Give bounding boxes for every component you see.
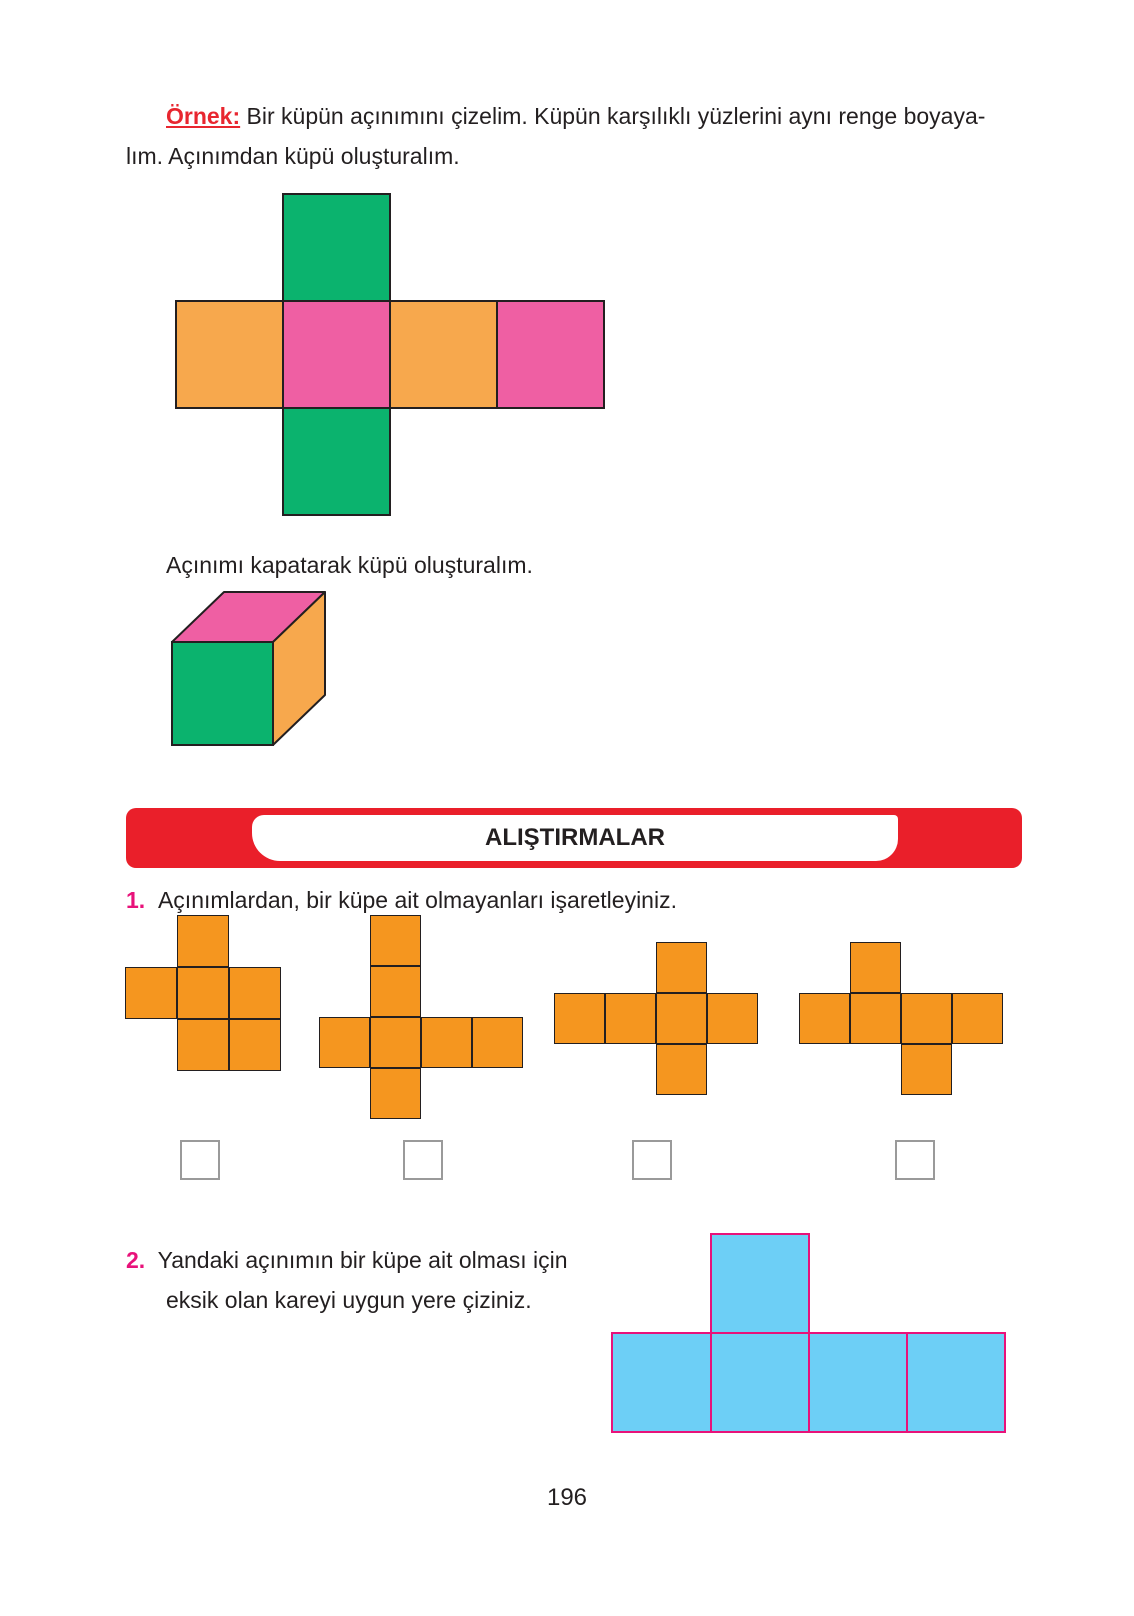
net-square	[850, 993, 901, 1044]
answer-checkbox-3[interactable]	[632, 1140, 672, 1180]
net-square	[707, 993, 758, 1044]
example-line-1	[126, 96, 1016, 136]
net-square	[177, 1019, 229, 1071]
net-square	[125, 967, 177, 1019]
net-square	[605, 993, 656, 1044]
question-2-number: 2.	[126, 1247, 146, 1273]
blue-net-square	[710, 1233, 810, 1334]
net-square	[319, 1017, 370, 1068]
net-square	[472, 1017, 523, 1068]
net-square	[370, 1017, 421, 1068]
question-1	[126, 880, 677, 920]
page-number: 196	[546, 1484, 588, 1511]
net-face-right-orange	[389, 300, 498, 409]
question-2	[126, 1240, 596, 1320]
net-caption: Açınımı kapatarak küpü oluşturalım.	[166, 552, 533, 578]
net-face-top-green	[282, 193, 391, 302]
net-square	[656, 1044, 707, 1095]
question-2-line-2: eksik olan kareyi uygun yere çiziniz.	[166, 1287, 532, 1313]
net-square	[850, 942, 901, 993]
folded-cube	[160, 585, 340, 755]
net-face-bottom-green	[282, 407, 391, 516]
net-face-left-orange	[175, 300, 284, 409]
net-square	[901, 993, 952, 1044]
question-2-text-1: Yandaki açınımın bir küpe ait olması için	[157, 1247, 568, 1273]
net-square	[901, 1044, 952, 1095]
net-square	[656, 993, 707, 1044]
net-square	[177, 915, 229, 967]
blue-net-square	[611, 1332, 712, 1433]
net-square	[799, 993, 850, 1044]
question-2-line-1	[126, 1240, 596, 1280]
blue-net-square	[710, 1332, 810, 1433]
example-label: Örnek:	[166, 103, 241, 129]
question-1-text: Açınımlardan, bir küpe ait olmayanları işaretleyiniz.	[157, 887, 677, 913]
net-square	[554, 993, 605, 1044]
net-square	[656, 942, 707, 993]
net-face-center-pink	[282, 300, 391, 409]
net-square	[421, 1017, 472, 1068]
blue-net-square	[906, 1332, 1006, 1433]
net-face-far-pink	[496, 300, 605, 409]
example-line-2: lım. Açınımdan küpü oluşturalım.	[126, 143, 460, 169]
answer-checkbox-4[interactable]	[895, 1140, 935, 1180]
exercises-title: ALIŞTIRMALAR	[485, 824, 665, 851]
question-1-number: 1.	[126, 887, 146, 913]
net-square	[370, 966, 421, 1017]
blue-net-square	[808, 1332, 908, 1433]
answer-checkbox-1[interactable]	[180, 1140, 220, 1180]
net-square	[177, 967, 229, 1019]
example-text-1: Bir küpün açınımını çizelim. Küpün karşılıklı yüzlerini aynı renge boyaya-	[246, 103, 986, 129]
net-square	[229, 1019, 281, 1071]
net-square	[952, 993, 1003, 1044]
cube-front-face	[172, 642, 273, 745]
net-square	[370, 915, 421, 966]
net-square	[370, 1068, 421, 1119]
answer-checkbox-2[interactable]	[403, 1140, 443, 1180]
net-square	[229, 967, 281, 1019]
